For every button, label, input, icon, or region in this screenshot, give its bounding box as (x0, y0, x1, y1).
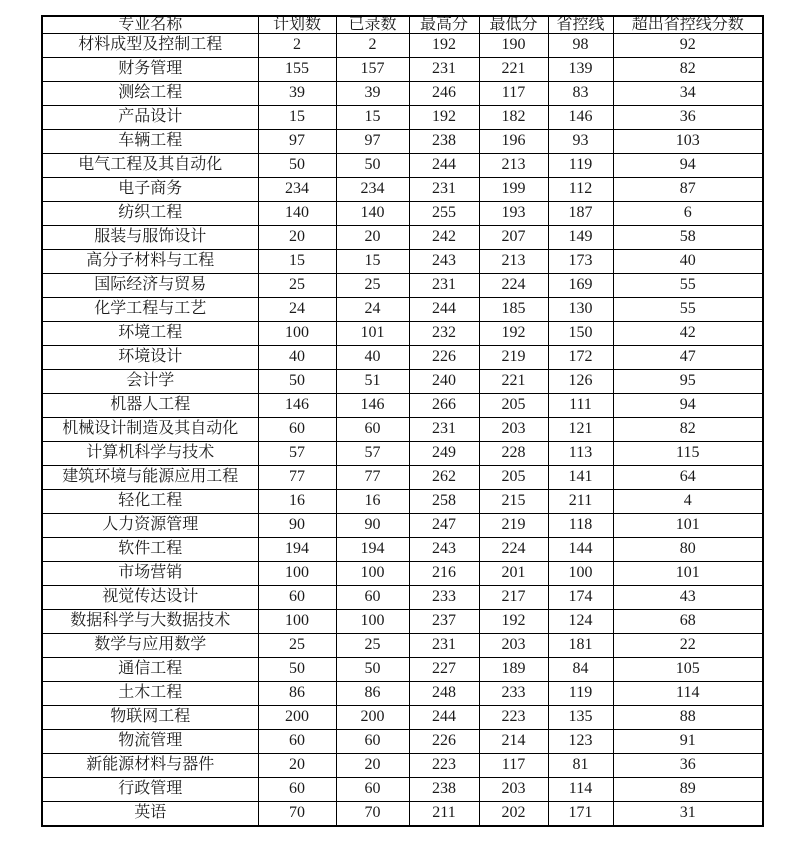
table-cell: 31 (613, 801, 763, 826)
table-row (42, 81, 763, 105)
table-cell: 98 (548, 34, 613, 58)
table-cell: 77 (258, 465, 336, 489)
table-row (42, 441, 763, 465)
table-cell: 126 (548, 369, 613, 393)
table-cell: 财务管理 (42, 57, 258, 81)
table-cell: 223 (409, 753, 479, 777)
table-cell: 169 (548, 273, 613, 297)
table-cell: 2 (258, 34, 336, 58)
table-cell: 113 (548, 441, 613, 465)
table-cell: 会计学 (42, 369, 258, 393)
table-cell: 140 (336, 201, 409, 225)
table-cell: 231 (409, 177, 479, 201)
table-cell: 42 (613, 321, 763, 345)
table-cell: 215 (479, 489, 548, 513)
table-row (42, 777, 763, 801)
table-cell: 119 (548, 681, 613, 705)
table-cell: 223 (479, 705, 548, 729)
table-cell: 100 (258, 609, 336, 633)
table-cell: 通信工程 (42, 657, 258, 681)
table-row (42, 465, 763, 489)
table-cell: 114 (613, 681, 763, 705)
table-cell: 4 (613, 489, 763, 513)
table-row (42, 609, 763, 633)
table-cell: 117 (479, 753, 548, 777)
table-cell: 86 (336, 681, 409, 705)
table-cell: 243 (409, 537, 479, 561)
header-cell-planned: 计划数 (258, 16, 336, 34)
table-cell: 100 (336, 609, 409, 633)
table-cell: 93 (548, 129, 613, 153)
table-cell: 87 (613, 177, 763, 201)
table-cell: 234 (336, 177, 409, 201)
header-cell-highest: 最高分 (409, 16, 479, 34)
table-cell: 207 (479, 225, 548, 249)
table-cell: 40 (258, 345, 336, 369)
table-cell: 86 (258, 681, 336, 705)
table-cell: 建筑环境与能源应用工程 (42, 465, 258, 489)
table-row (42, 345, 763, 369)
table-cell: 155 (258, 57, 336, 81)
table-cell: 100 (258, 321, 336, 345)
table-cell: 数据科学与大数据技术 (42, 609, 258, 633)
table-cell: 24 (336, 297, 409, 321)
table-cell: 25 (258, 633, 336, 657)
table-cell: 242 (409, 225, 479, 249)
table-cell: 246 (409, 81, 479, 105)
table-cell: 231 (409, 57, 479, 81)
table-row (42, 57, 763, 81)
table-row (42, 585, 763, 609)
table-cell: 82 (613, 417, 763, 441)
table-cell: 40 (613, 249, 763, 273)
table-cell: 244 (409, 297, 479, 321)
table-row (42, 705, 763, 729)
table-cell: 市场营销 (42, 561, 258, 585)
table-cell: 6 (613, 201, 763, 225)
table-cell: 机械设计制造及其自动化 (42, 417, 258, 441)
table-cell: 84 (548, 657, 613, 681)
table-cell: 36 (613, 105, 763, 129)
table-cell: 产品设计 (42, 105, 258, 129)
table-cell: 121 (548, 417, 613, 441)
table-row (42, 321, 763, 345)
table-cell: 环境工程 (42, 321, 258, 345)
table-cell: 人力资源管理 (42, 513, 258, 537)
table-cell: 234 (258, 177, 336, 201)
table-cell: 205 (479, 393, 548, 417)
table-row (42, 177, 763, 201)
table-cell: 144 (548, 537, 613, 561)
table-cell: 199 (479, 177, 548, 201)
table-row (42, 489, 763, 513)
table-cell: 117 (479, 81, 548, 105)
table-cell: 软件工程 (42, 537, 258, 561)
table-cell: 238 (409, 129, 479, 153)
table-cell: 81 (548, 753, 613, 777)
table-row (42, 369, 763, 393)
table-cell: 193 (479, 201, 548, 225)
table-cell: 60 (336, 729, 409, 753)
table-cell: 101 (336, 321, 409, 345)
table-row (42, 297, 763, 321)
table-cell: 233 (479, 681, 548, 705)
table-cell: 226 (409, 345, 479, 369)
table-cell: 20 (336, 753, 409, 777)
table-cell: 100 (336, 561, 409, 585)
table-cell: 190 (479, 34, 548, 58)
table-cell: 电气工程及其自动化 (42, 153, 258, 177)
table-cell: 213 (479, 153, 548, 177)
table-cell: 231 (409, 273, 479, 297)
table-cell: 187 (548, 201, 613, 225)
table-cell: 118 (548, 513, 613, 537)
table-cell: 计算机科学与技术 (42, 441, 258, 465)
table-cell: 247 (409, 513, 479, 537)
table-cell: 221 (479, 369, 548, 393)
table-cell: 130 (548, 297, 613, 321)
table-cell: 255 (409, 201, 479, 225)
table-cell: 83 (548, 81, 613, 105)
table-row (42, 657, 763, 681)
table-cell: 192 (479, 321, 548, 345)
table-cell: 20 (258, 225, 336, 249)
table-cell: 189 (479, 657, 548, 681)
table-cell: 205 (479, 465, 548, 489)
table-cell: 194 (258, 537, 336, 561)
table-cell: 20 (258, 753, 336, 777)
table-cell: 100 (258, 561, 336, 585)
table-cell: 70 (336, 801, 409, 826)
table-cell: 60 (336, 585, 409, 609)
table-cell: 89 (613, 777, 763, 801)
table-cell: 219 (479, 513, 548, 537)
table-row (42, 201, 763, 225)
table-row (42, 225, 763, 249)
table-cell: 55 (613, 273, 763, 297)
table-cell: 25 (336, 273, 409, 297)
table-cell: 95 (613, 369, 763, 393)
table-cell: 240 (409, 369, 479, 393)
table-cell: 174 (548, 585, 613, 609)
table-cell: 140 (258, 201, 336, 225)
header-cell-exceed: 超出省控线分数 (613, 16, 763, 34)
table-cell: 149 (548, 225, 613, 249)
table-cell: 123 (548, 729, 613, 753)
table-cell: 216 (409, 561, 479, 585)
table-cell: 146 (336, 393, 409, 417)
table-cell: 58 (613, 225, 763, 249)
table-cell: 185 (479, 297, 548, 321)
table-cell: 视觉传达设计 (42, 585, 258, 609)
table-cell: 57 (258, 441, 336, 465)
header-cell-major: 专业名称 (42, 16, 258, 34)
table-cell: 171 (548, 801, 613, 826)
table-cell: 物联网工程 (42, 705, 258, 729)
table-cell: 数学与应用数学 (42, 633, 258, 657)
table-row (42, 393, 763, 417)
table-cell: 243 (409, 249, 479, 273)
table-cell: 15 (258, 249, 336, 273)
header-cell-admitted: 已录数 (336, 16, 409, 34)
table-cell: 228 (479, 441, 548, 465)
table-cell: 181 (548, 633, 613, 657)
table-cell: 化学工程与工艺 (42, 297, 258, 321)
table-cell: 电子商务 (42, 177, 258, 201)
table-cell: 15 (336, 105, 409, 129)
table-cell: 88 (613, 705, 763, 729)
table-cell: 249 (409, 441, 479, 465)
table-cell: 环境设计 (42, 345, 258, 369)
table-cell: 50 (258, 369, 336, 393)
table-cell: 70 (258, 801, 336, 826)
table-cell: 94 (613, 393, 763, 417)
table-cell: 233 (409, 585, 479, 609)
table-cell: 97 (336, 129, 409, 153)
table-cell: 57 (336, 441, 409, 465)
table-row (42, 561, 763, 585)
table-cell: 80 (613, 537, 763, 561)
table-cell: 64 (613, 465, 763, 489)
table-cell: 226 (409, 729, 479, 753)
table-cell: 201 (479, 561, 548, 585)
table-cell: 20 (336, 225, 409, 249)
table-cell: 车辆工程 (42, 129, 258, 153)
table-cell: 101 (613, 561, 763, 585)
table-cell: 100 (548, 561, 613, 585)
table-cell: 15 (258, 105, 336, 129)
table-cell: 214 (479, 729, 548, 753)
table-cell: 231 (409, 633, 479, 657)
table-cell: 244 (409, 153, 479, 177)
table-row (42, 537, 763, 561)
table-cell: 英语 (42, 801, 258, 826)
table-cell: 68 (613, 609, 763, 633)
table-cell: 39 (258, 81, 336, 105)
table-cell: 224 (479, 537, 548, 561)
table-cell: 173 (548, 249, 613, 273)
table-cell: 高分子材料与工程 (42, 249, 258, 273)
table-cell: 200 (258, 705, 336, 729)
table-cell: 90 (258, 513, 336, 537)
table-cell: 172 (548, 345, 613, 369)
header-row (42, 16, 763, 34)
table-row (42, 753, 763, 777)
table-cell: 182 (479, 105, 548, 129)
table-row (42, 513, 763, 537)
table-cell: 97 (258, 129, 336, 153)
table-cell: 16 (336, 489, 409, 513)
admission-scores-table (41, 15, 764, 827)
table-cell: 15 (336, 249, 409, 273)
table-cell: 机器人工程 (42, 393, 258, 417)
table-cell: 192 (479, 609, 548, 633)
table-cell: 101 (613, 513, 763, 537)
table-row (42, 729, 763, 753)
table-cell: 94 (613, 153, 763, 177)
table-cell: 60 (336, 417, 409, 441)
table-cell: 92 (613, 34, 763, 58)
table-cell: 146 (258, 393, 336, 417)
table-cell: 24 (258, 297, 336, 321)
header-cell-lowest: 最低分 (479, 16, 548, 34)
table-cell: 50 (258, 657, 336, 681)
table-cell: 238 (409, 777, 479, 801)
table-cell: 262 (409, 465, 479, 489)
table-cell: 国际经济与贸易 (42, 273, 258, 297)
table-cell: 43 (613, 585, 763, 609)
table-cell: 194 (336, 537, 409, 561)
table-row (42, 417, 763, 441)
table-cell: 39 (336, 81, 409, 105)
table-cell: 258 (409, 489, 479, 513)
table-cell: 91 (613, 729, 763, 753)
table-cell: 物流管理 (42, 729, 258, 753)
table-cell: 244 (409, 705, 479, 729)
table-cell: 50 (258, 153, 336, 177)
table-cell: 196 (479, 129, 548, 153)
table-cell: 25 (336, 633, 409, 657)
table-cell: 111 (548, 393, 613, 417)
table-cell: 114 (548, 777, 613, 801)
table-cell: 157 (336, 57, 409, 81)
table-cell: 60 (258, 417, 336, 441)
table-cell: 材料成型及控制工程 (42, 34, 258, 58)
table-cell: 55 (613, 297, 763, 321)
table-cell: 60 (336, 777, 409, 801)
table-row (42, 249, 763, 273)
table-cell: 77 (336, 465, 409, 489)
table-cell: 115 (613, 441, 763, 465)
table-cell: 16 (258, 489, 336, 513)
table-cell: 34 (613, 81, 763, 105)
table-cell: 213 (479, 249, 548, 273)
table-cell: 217 (479, 585, 548, 609)
table-cell: 141 (548, 465, 613, 489)
table-cell: 203 (479, 777, 548, 801)
table-cell: 行政管理 (42, 777, 258, 801)
table-cell: 22 (613, 633, 763, 657)
table-cell: 224 (479, 273, 548, 297)
table-cell: 60 (258, 729, 336, 753)
table-cell: 82 (613, 57, 763, 81)
table-cell: 203 (479, 417, 548, 441)
table-cell: 60 (258, 585, 336, 609)
table-cell: 纺织工程 (42, 201, 258, 225)
table-cell: 103 (613, 129, 763, 153)
table-cell: 192 (409, 105, 479, 129)
table-cell: 轻化工程 (42, 489, 258, 513)
table-cell: 211 (409, 801, 479, 826)
table-cell: 237 (409, 609, 479, 633)
table-cell: 测绘工程 (42, 81, 258, 105)
table-cell: 248 (409, 681, 479, 705)
table-cell: 土木工程 (42, 681, 258, 705)
table-cell: 36 (613, 753, 763, 777)
table-cell: 219 (479, 345, 548, 369)
table-cell: 227 (409, 657, 479, 681)
table-row (42, 34, 763, 58)
table-cell: 服装与服饰设计 (42, 225, 258, 249)
table-row (42, 681, 763, 705)
table-cell: 200 (336, 705, 409, 729)
table-cell: 50 (336, 153, 409, 177)
table-cell: 25 (258, 273, 336, 297)
table-cell: 266 (409, 393, 479, 417)
table-cell: 231 (409, 417, 479, 441)
table-cell: 47 (613, 345, 763, 369)
table-cell: 135 (548, 705, 613, 729)
table-cell: 232 (409, 321, 479, 345)
table-cell: 40 (336, 345, 409, 369)
table-cell: 139 (548, 57, 613, 81)
table-cell: 146 (548, 105, 613, 129)
table-cell: 新能源材料与器件 (42, 753, 258, 777)
table-cell: 50 (336, 657, 409, 681)
table-cell: 51 (336, 369, 409, 393)
table-cell: 203 (479, 633, 548, 657)
table-cell: 105 (613, 657, 763, 681)
table-row (42, 105, 763, 129)
table-cell: 150 (548, 321, 613, 345)
table-cell: 221 (479, 57, 548, 81)
header-cell-provincial-line: 省控线 (548, 16, 613, 34)
table-row (42, 633, 763, 657)
table-cell: 202 (479, 801, 548, 826)
table-cell: 90 (336, 513, 409, 537)
table-cell: 60 (258, 777, 336, 801)
table-cell: 192 (409, 34, 479, 58)
table-cell: 211 (548, 489, 613, 513)
table-row (42, 273, 763, 297)
table-row (42, 153, 763, 177)
table-cell: 124 (548, 609, 613, 633)
table-cell: 112 (548, 177, 613, 201)
table-row (42, 801, 763, 826)
table-cell: 2 (336, 34, 409, 58)
table-row (42, 129, 763, 153)
table-cell: 119 (548, 153, 613, 177)
